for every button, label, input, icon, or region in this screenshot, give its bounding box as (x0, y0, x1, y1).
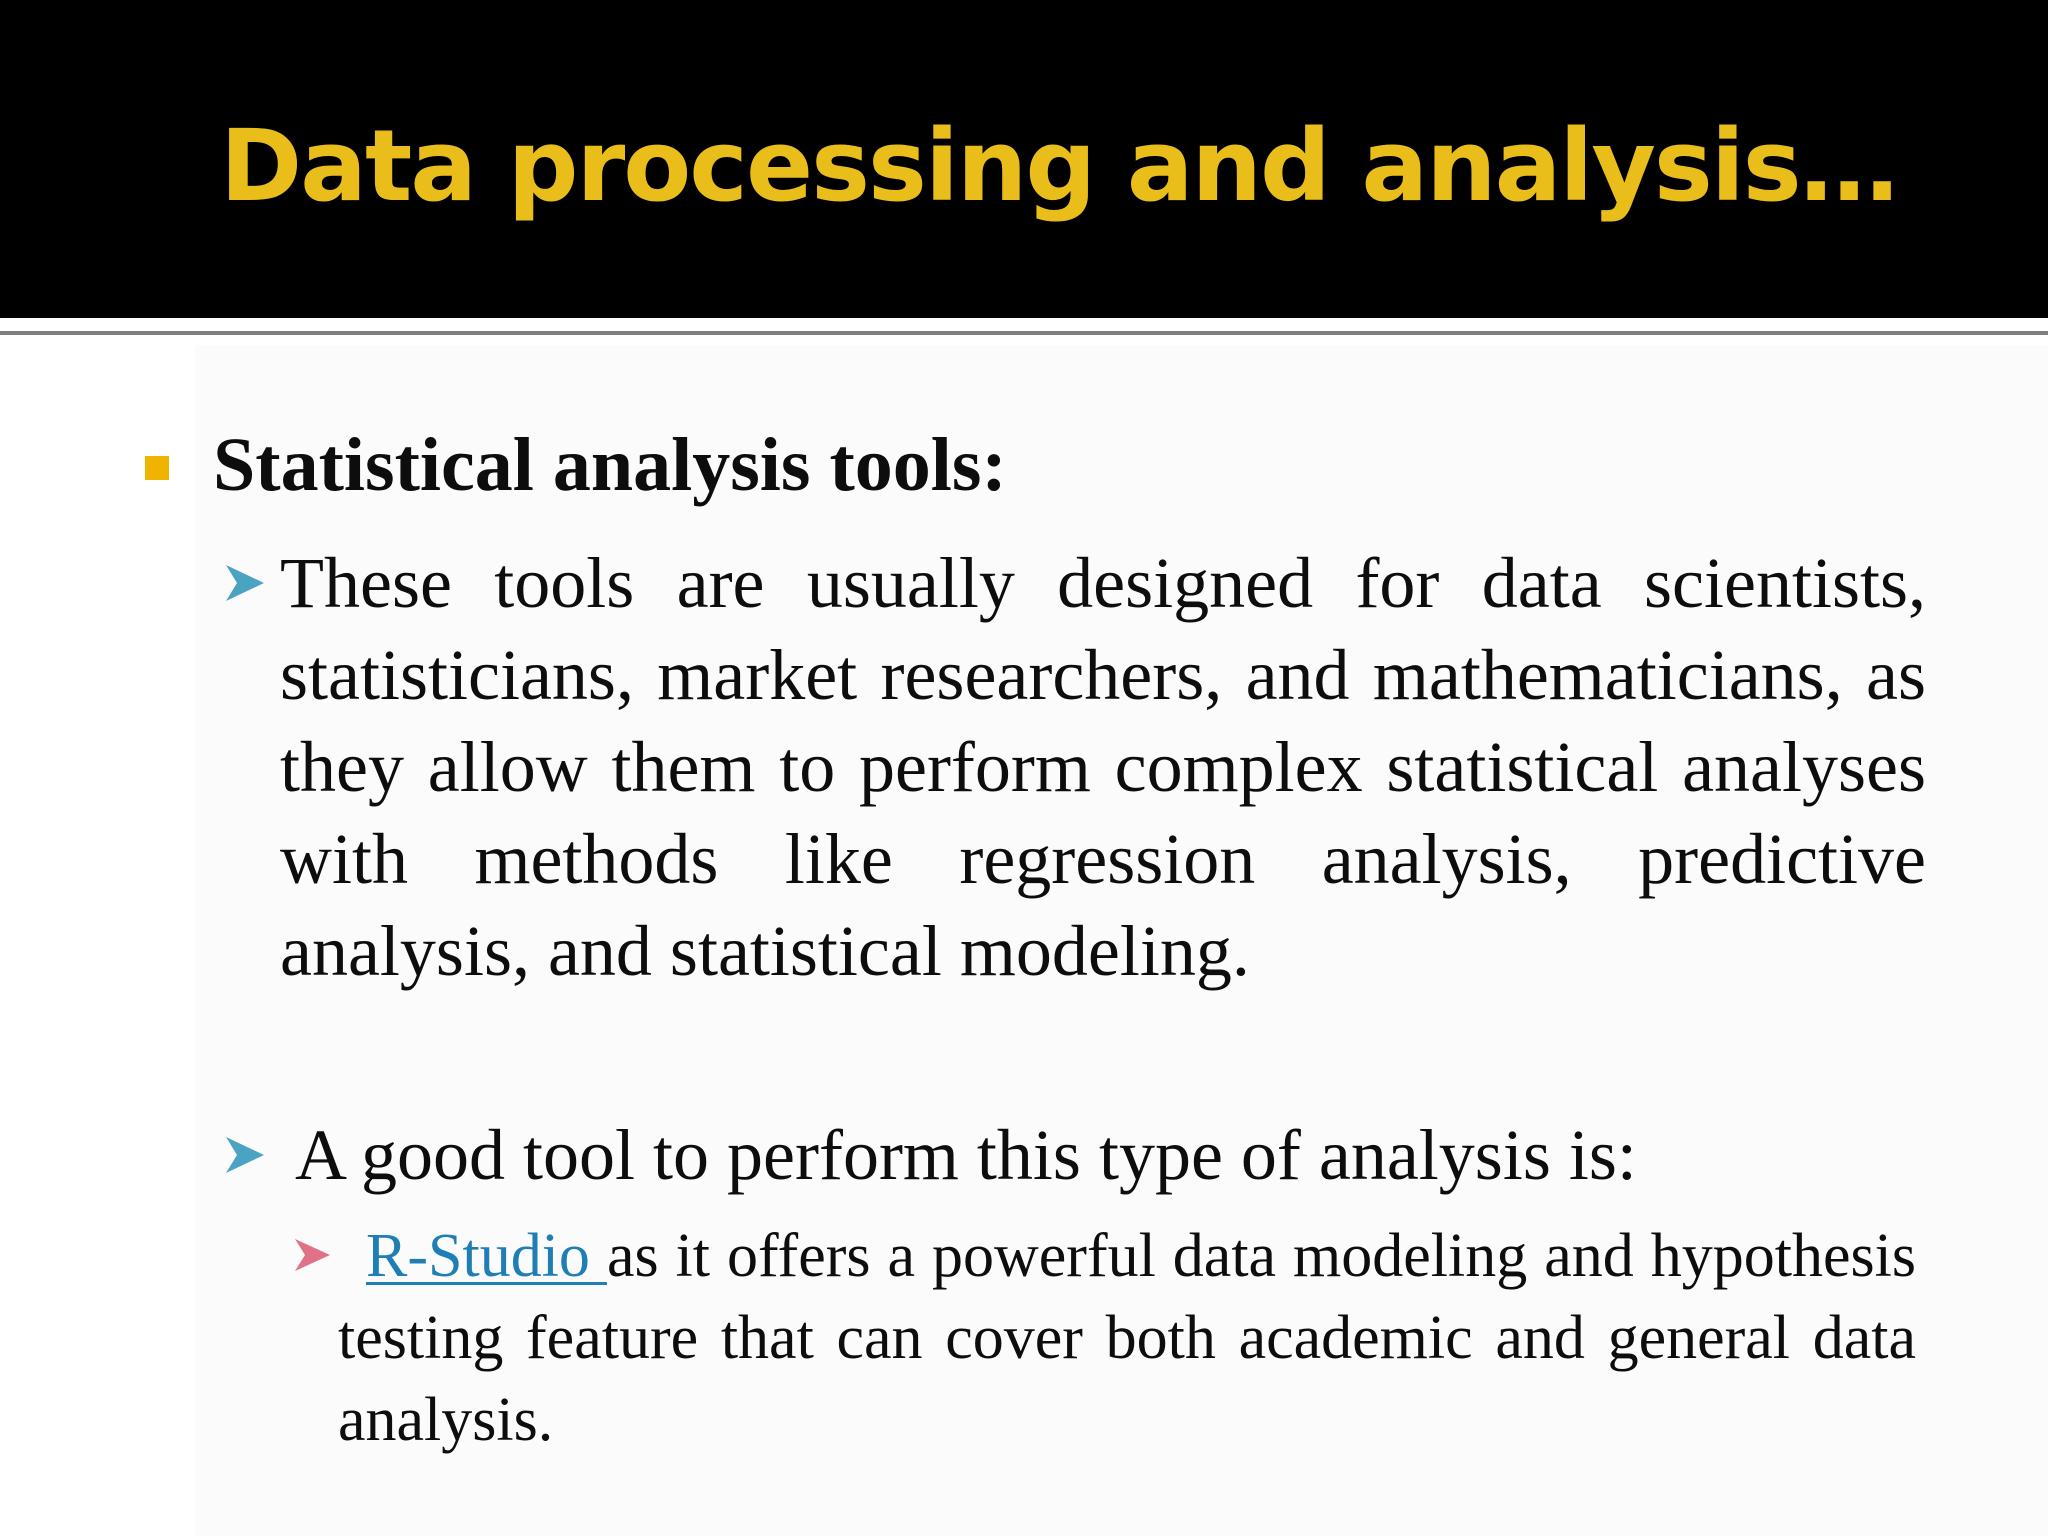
sub-point-text: These tools are usually designed for data scientists, statisticians, market researchers, and mathematicians, as they allow them to perform complex statistical analyses with methods like regression analysis, predictive analysis, and statistical modeling. (280, 543, 1926, 991)
sub-point-text: A good tool to perform this type of analysis is: (295, 1115, 1637, 1195)
square-bullet-icon (145, 456, 169, 480)
arrow-bullet-icon (222, 1133, 266, 1177)
arrow-bullet-icon (222, 561, 266, 605)
nested-point-body: as it offers a powerful data modeling and hypothesis testing feature that can cover both academic and general data analysis. (338, 1222, 1916, 1454)
slide-title: Data processing and analysis… (220, 109, 1897, 224)
nested-point-text (338, 1215, 1916, 1461)
bullet-heading: Statistical analysis tools: (213, 423, 1007, 507)
title-divider (0, 331, 2048, 335)
arrow-bullet-icon (292, 1235, 332, 1275)
r-studio-link[interactable]: R-Studio (366, 1222, 607, 1290)
